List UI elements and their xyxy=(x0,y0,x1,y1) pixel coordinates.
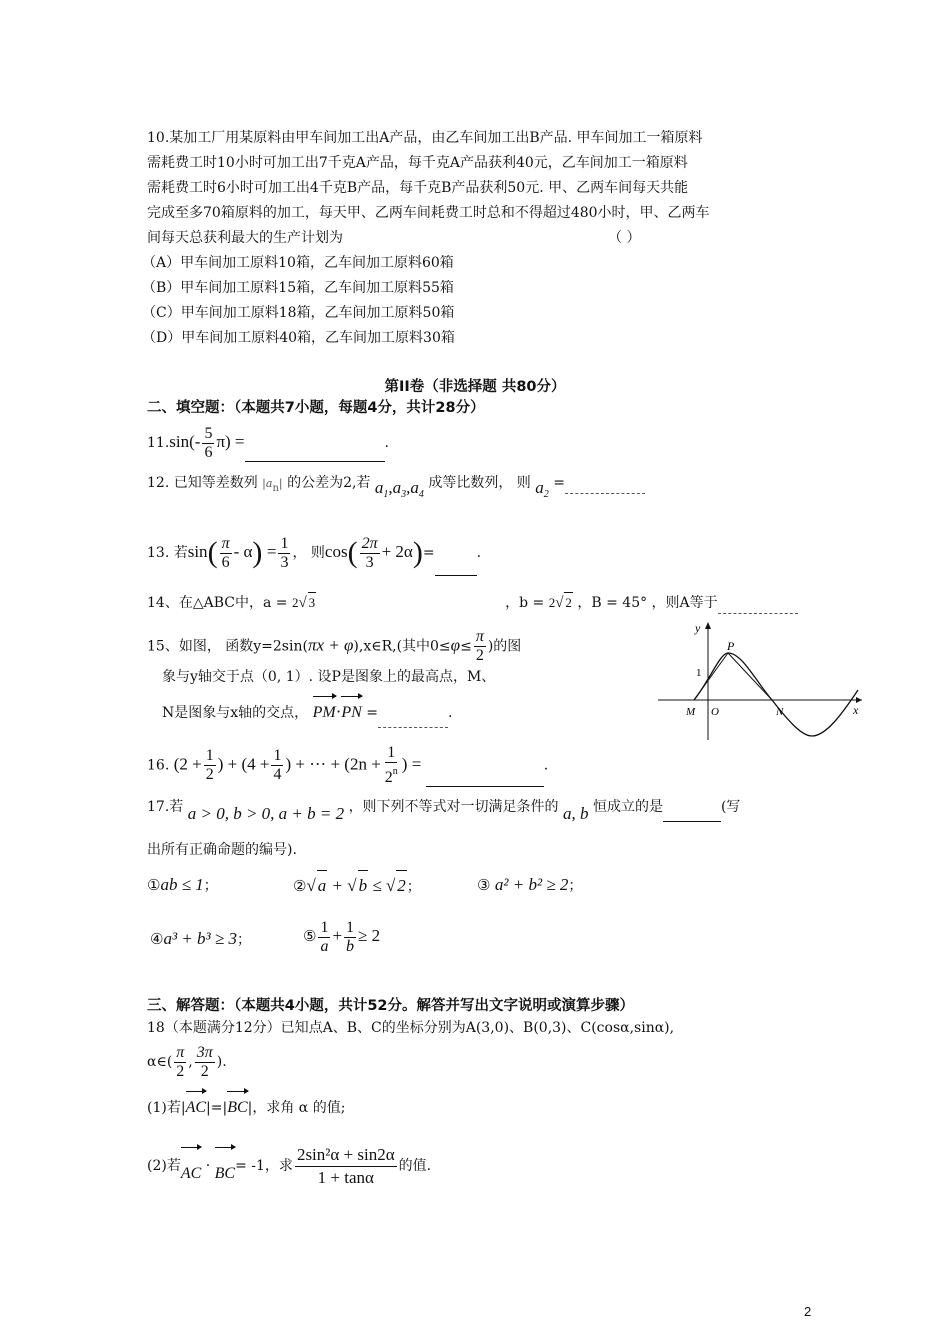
q10-option-a: （A）甲车间加工原料10箱，乙车间加工原料60箱 xyxy=(142,255,454,271)
section2-heading: 二、填空题：（本题共7小题，每题4分，共计28分） xyxy=(147,400,485,416)
q18-line1: 18（本题满分12分）已知点A、B、C的坐标分别为A(3,0)、B(0,3)、C(cosα,sinα), xyxy=(147,1020,675,1036)
q14-answer-blank xyxy=(718,593,798,614)
q15-line1: 15、如图， 函数y=2sin(πx + φ),x∈R,(其中0≤φ≤ $\frac{\pi}{2}$ )的图 xyxy=(147,628,522,664)
point-m-label: M xyxy=(686,706,696,718)
x-axis-label: x xyxy=(853,703,859,717)
q13-answer-blank xyxy=(435,531,477,576)
q13: 13. 若sin( $\frac{\pi}{6}$ - α) = $\frac{1}{3}$ ， 则cos( $\frac{2\pi}{3}$ + 2α)= . xyxy=(147,530,481,576)
origin-label: O xyxy=(711,706,719,718)
q17-option-1: ①ab ≤ 1； xyxy=(147,875,218,894)
q12: 12. 已知等差数列 |an| 的公差为2,若 $a_1,a_3,a_4$ 成等比数列， 则 $a_2$ = xyxy=(147,472,645,499)
q10-option-d: （D）甲车间加工原料40箱，乙车间加工原料30箱 xyxy=(142,330,455,346)
q11: 11.sin(- $\frac{5}{6}$ π) = . xyxy=(147,424,389,461)
vector-ac: AC xyxy=(186,1088,206,1122)
y-axis-label: y xyxy=(695,621,701,635)
sine-graph xyxy=(650,618,870,743)
q17-line1: 17.若 a > 0, b > 0, a + b = 2 ，则下列不等式对一切满足条件的 a, b 恒成立的是 (写 xyxy=(147,792,740,822)
q17-option-4: ④a³ + b³ ≥ 3； xyxy=(150,929,251,948)
q10-option-b: （B）甲车间加工原料15箱，乙车间加工原料55箱 xyxy=(142,280,454,296)
q15-line3: N是图象与x轴的交点， PM·PN = . xyxy=(162,693,452,728)
q12-answer-blank xyxy=(565,473,645,494)
q17-answer-blank xyxy=(663,793,721,822)
q10-line1: 10.某加工厂用某原料由甲车间加工出A产品，由乙车间加工出B产品. 甲车间加工一箱原料 xyxy=(147,130,703,146)
point-p-label: P xyxy=(727,639,735,653)
q15-answer-blank xyxy=(378,699,448,728)
q16-answer-blank xyxy=(426,746,544,787)
segment-pn xyxy=(728,653,772,700)
q10-option-c: （C）甲车间加工原料18箱，乙车间加工原料50箱 xyxy=(142,305,455,321)
y-axis-arrow xyxy=(705,622,711,629)
q10-line5: 间每天总获利最大的生产计划为 xyxy=(147,230,343,246)
q10-line4: 完成至多70箱原料的加工，每天甲、乙两车间耗费工时总和不得超过480小时，甲、乙两车 xyxy=(147,205,710,221)
q18-part2: (2)若AC · BC= -1，求 $\frac{\text{2sin²α + sin2α}}{1 + \tan\alpha}$ 的值. xyxy=(147,1136,431,1190)
vector-bc: BC xyxy=(227,1088,247,1122)
q17-option-2: ②√ a + √ b ≤ √ 2； xyxy=(293,870,421,902)
q18-line2: α∈( $\frac{\pi}{2}$ , $\frac{3\pi}{2}$ ). xyxy=(147,1043,227,1080)
section3-heading: 三、解答题：（本题共4小题，共计52分。解答并写出文字说明或演算步骤） xyxy=(147,998,635,1014)
q10-answer-bracket: （ ） xyxy=(608,230,641,246)
q11-answer-blank xyxy=(245,425,385,462)
vector-pm: PM xyxy=(313,693,336,727)
q17-option-5: ⑤ $\frac{1}{a}$ + $\frac{1}{b}$ ≥ 2 xyxy=(303,918,381,955)
part2-title: 第II卷（非选择题 共80分） xyxy=(384,379,566,395)
q17-line2: 出所有正确命题的编号). xyxy=(147,842,297,858)
q15-line2: 象与y轴交于点（0, 1）. 设P是图象上的最高点，M、 xyxy=(162,669,496,685)
q17-option-3: ③ a² + b² ≥ 2； xyxy=(477,875,583,894)
page-number: 2 xyxy=(804,1304,812,1319)
point-n-label: N xyxy=(776,706,784,718)
q18-part1: (1)若|AC|=|BC|，求角 α 的值; xyxy=(147,1088,345,1122)
y-one-label: 1 xyxy=(696,667,702,679)
q14: 14、在△ABC中，a = 2√ 3 ，b = 2√ 2 ，B = 45° ，则A等于 xyxy=(147,592,798,614)
q10-line3: 需耗费工时6小时可加工出4千克B产品，每千克B产品获利50元. 甲、乙两车间每天共能 xyxy=(147,180,689,196)
vector-pn: PN xyxy=(341,693,361,727)
q16: 16. (2 + $\frac{1}{2}$ ) + (4 + $\frac{1}{4}$ ) + ··· + (2n + $\frac{1}{2^n}$ ) = . xyxy=(147,744,549,786)
q10-line2: 需耗费工时10小时可加工出7千克A产品，每千克A产品获利40元，乙车间加工一箱原料 xyxy=(147,155,688,171)
